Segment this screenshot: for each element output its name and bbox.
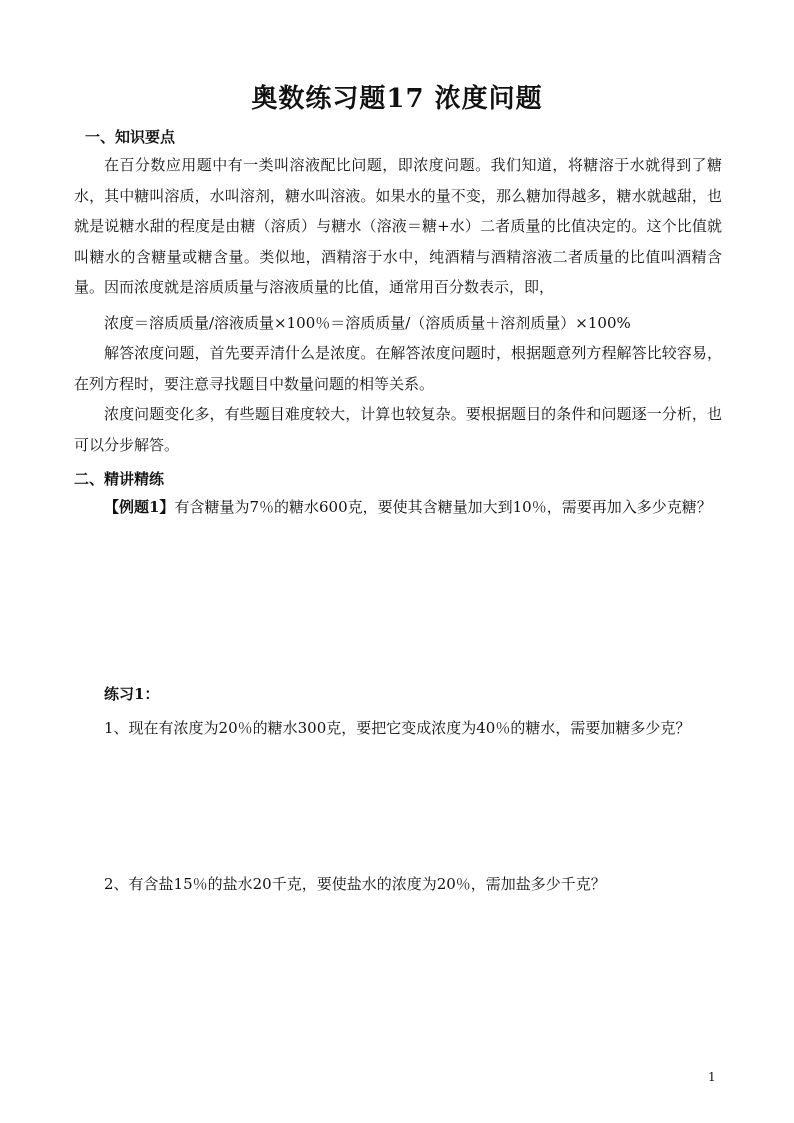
intro-paragraph: 在百分数应用题中有一类叫溶液配比问题，即浓度问题。我们知道，将糖溶于水就得到了糖水，其中糖叫溶质，水叫溶剂，糖水叫溶液。如果水的量不变，那么糖加得越多，糖水就越甜，也就是说糖水甜的程度是由糖（溶质）与糖水（溶液＝糖+水）二者质量的比值决定的。这个比值就叫糖水的含糖量或糖含量。类似地，酒精溶于水中，纯酒精与酒精溶液二者质量的比值叫酒精含量。因而浓度就是溶质质量与溶液质量的比值，通常用百分数表示，即，	[74, 156, 722, 296]
page-number: 1	[708, 1070, 716, 1084]
practice-question-1: 1、现在有浓度为20％的糖水300克，要把它变成浓度为40％的糖水，需要加糖多少克？	[104, 719, 691, 737]
section-heading-practice: 二、精讲精练	[74, 470, 165, 488]
example-1	[74, 492, 722, 523]
method-paragraph: 解答浓度问题，首先要弄清什么是浓度。在解答浓度问题时，根据题意列方程解答比较容易，在列方程时，要注意寻找题目中数量问题的相等关系。	[74, 344, 722, 393]
variation-paragraph: 浓度问题变化多，有些题目难度较大，计算也较复杂。要根据题目的条件和问题逐一分析，也可以分步解答。	[74, 405, 722, 454]
example-label: 【例题1】	[104, 498, 175, 516]
page-title: 奥数练习题17 浓度问题	[251, 84, 543, 114]
practice-question-2: 2、有含盐15％的盐水20千克，要使盐水的浓度为20％，需加盐多少千克？	[104, 875, 606, 893]
practice-label: 练习1：	[104, 685, 160, 703]
concentration-formula: 浓度＝溶质质量/溶液质量×100％＝溶质质量/（溶质质量＋溶剂质量）×100%	[104, 314, 631, 332]
example-text: 有含糖量为7％的糖水600克，要使其含糖量加大到10％，需要再加入多少克糖？	[174, 498, 712, 516]
section-heading-knowledge: 一、知识要点	[85, 128, 176, 146]
